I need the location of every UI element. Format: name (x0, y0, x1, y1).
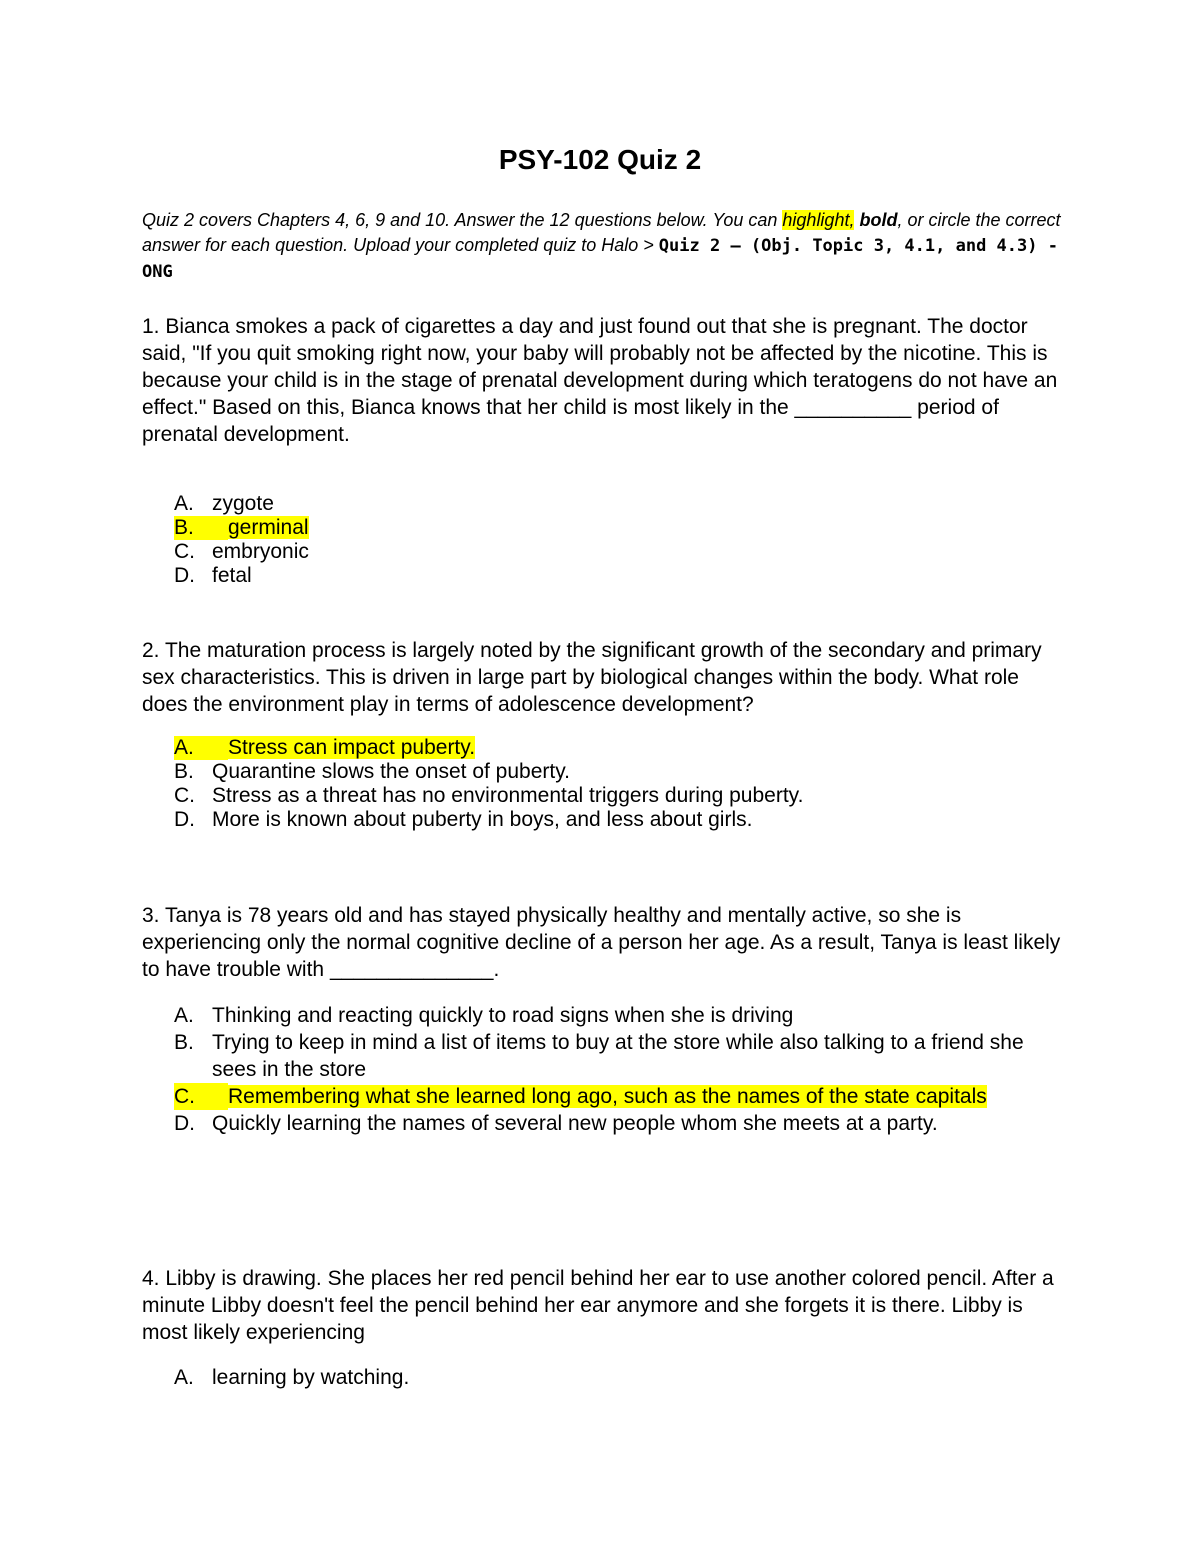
instructions-text-1: Quiz 2 covers Chapters 4, 6, 9 and 10. Answer the 12 questions below. You can (142, 210, 783, 230)
option-1a[interactable]: A. zygote (174, 492, 274, 515)
option-3b[interactable]: B. Trying to keep in mind a list of items to buy at the store while also talking to a friend she sees in the store (174, 1031, 1024, 1081)
question-2-options (174, 736, 1054, 832)
option-3d[interactable]: D. Quickly learning the names of several new people whom she meets at a party. (174, 1112, 938, 1135)
option-2c[interactable]: C. Stress as a threat has no environmental triggers during puberty. (174, 784, 804, 807)
option-1d[interactable]: D. fetal (174, 564, 252, 587)
option-2d[interactable]: D. More is known about puberty in boys, and less about girls. (174, 808, 753, 831)
question-4-options (174, 1364, 1054, 1391)
option-2a-selected[interactable]: A. Stress can impact puberty. (174, 736, 476, 759)
bold-word: bold (859, 210, 898, 230)
option-3a[interactable]: A. Thinking and reacting quickly to road signs when she is driving (174, 1004, 794, 1027)
option-4a[interactable]: A. learning by watching. (174, 1366, 410, 1389)
quiz-instructions (142, 208, 1062, 285)
question-1-options (174, 492, 1054, 588)
question-4-text: 4. Libby is drawing. She places her red pencil behind her ear to use another colored pencil. After a minute Libby doesn't feel the pencil behind her ear anymore and she forgets it is there. Libby is most likely experiencing (142, 1267, 1054, 1344)
option-1b-selected[interactable]: B. germinal (174, 516, 309, 539)
option-1c[interactable]: C. embryonic (174, 540, 309, 563)
question-2-text: 2. The maturation process is largely noted by the significant growth of the secondary and primary sex characteristics. This is driven in large part by biological changes within the body. What role does the environment play in terms of adolescence development? (142, 639, 1042, 716)
question-1-text: 1. Bianca smokes a pack of cigarettes a day and just found out that she is pregnant. The doctor said, "If you quit smoking right now, your baby will probably not be affected by the nicotine. This is because your child is in the stage of prenatal development during which teratogens do not have an effect." Based on this, Bianca knows that her child is most likely in the __________ period of prenatal development. (142, 315, 1058, 446)
quiz-reference: Quiz 2 – (Obj. Topic 3, 4.1, and 4.3) - ONG (142, 236, 1058, 282)
question-3-options (174, 1002, 1054, 1137)
option-3c-selected[interactable]: C. Remembering what she learned long ago, such as the names of the state capitals (174, 1085, 987, 1108)
option-2b[interactable]: B. Quarantine slows the onset of puberty. (174, 760, 570, 783)
page-title: PSY-102 Quiz 2 (498, 144, 702, 175)
question-3-text: 3. Tanya is 78 years old and has stayed physically healthy and mentally active, so she is experiencing only the normal cognitive decline of a person her age. As a result, Tanya is least likely to have trouble with ______________. (142, 904, 1061, 981)
instructions-text-2: , or circle the correct answer for each question. Upload your completed quiz to Halo > (142, 210, 1061, 255)
highlight-word: highlight, (782, 210, 855, 230)
